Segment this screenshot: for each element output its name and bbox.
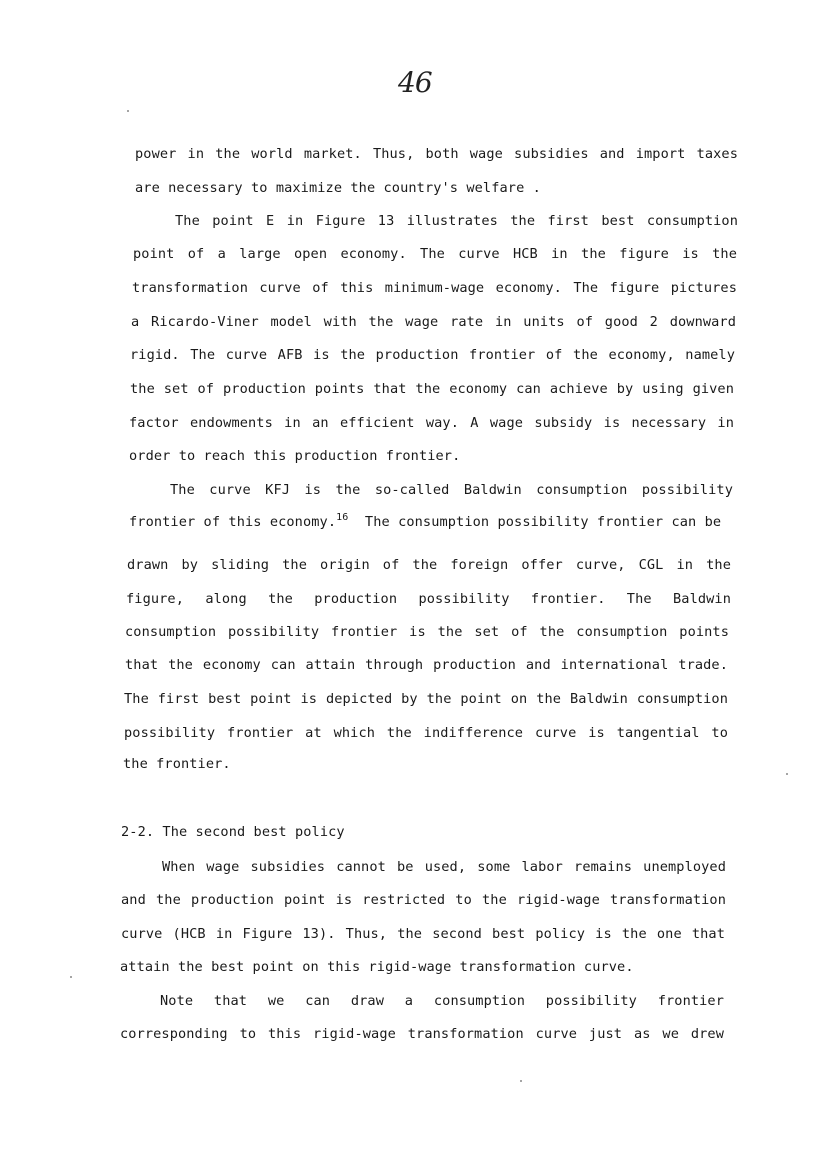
line-text: are necessary to maximize the country's welfare . [135, 180, 541, 196]
scan-speck [786, 773, 788, 775]
line-text: The first best point is depicted by the point on the Baldwin consumption [124, 691, 728, 707]
scan-speck [70, 976, 72, 978]
text-line [162, 859, 726, 875]
text-line [126, 591, 731, 607]
line-text: corresponding to this rigid-wage transformation curve just as we drew [120, 1026, 724, 1042]
line-text: the frontier. [123, 756, 231, 772]
line-text: possibility frontier at which the indifference curve is tangential to [124, 725, 728, 741]
text-line [125, 624, 729, 640]
line-text: power in the world market. Thus, both wage subsidies and import taxes [135, 146, 738, 162]
line-text: point of a large open economy. The curve HCB in the figure is the [133, 246, 737, 262]
text-line [121, 926, 725, 942]
text-line [125, 657, 728, 673]
text-line [121, 824, 345, 840]
line-text: The curve KFJ is the so-called Baldwin consumption possibility [170, 482, 733, 498]
text-line [129, 514, 721, 530]
line-text: the set of production points that the economy can achieve by using given [130, 381, 734, 397]
text-line [135, 180, 541, 196]
line-text: rigid. The curve AFB is the production frontier of the economy, namely [130, 347, 735, 363]
line-text: that the economy can attain through production and international trade. [125, 657, 728, 673]
line-text: The point E in Figure 13 illustrates the first best consumption [175, 213, 738, 229]
text-line [123, 756, 231, 772]
text-line [132, 280, 737, 296]
text-line [120, 959, 634, 975]
line-text-continued: The consumption possibility frontier can be [348, 514, 722, 530]
line-text: frontier of this economy. [129, 514, 337, 530]
line-text: attain the best point on this rigid-wage transformation curve. [120, 959, 634, 975]
scan-speck [520, 1080, 522, 1082]
line-text: Note that we can draw a consumption possibility frontier [160, 993, 724, 1009]
text-line [135, 146, 738, 162]
scan-speck [127, 110, 129, 112]
line-text: 2-2. The second best policy [121, 824, 345, 840]
page-number: 46 [398, 66, 432, 99]
text-line [127, 557, 731, 573]
line-text: order to reach this production frontier. [129, 448, 461, 464]
footnote-marker: 16 [336, 512, 349, 523]
text-line [120, 1026, 724, 1042]
text-line [133, 246, 737, 262]
line-text: factor endowments in an efficient way. A wage subsidy is necessary in [129, 415, 734, 431]
text-line [124, 691, 728, 707]
text-line [175, 213, 738, 229]
text-line [131, 314, 736, 330]
line-text: When wage subsidies cannot be used, some labor remains unemployed [162, 859, 726, 875]
text-line [124, 725, 728, 741]
line-text: drawn by sliding the origin of the foreign offer curve, CGL in the [127, 557, 731, 573]
text-line [130, 347, 735, 363]
line-text: figure, along the production possibility frontier. The Baldwin [126, 591, 731, 607]
text-line [160, 993, 724, 1009]
line-text: transformation curve of this minimum-wage economy. The figure pictures [132, 280, 737, 296]
line-text: a Ricardo-Viner model with the wage rate in units of good 2 downward [131, 314, 736, 330]
line-text: curve (HCB in Figure 13). Thus, the second best policy is the one that [121, 926, 725, 942]
text-line [121, 892, 726, 908]
line-text: and the production point is restricted to the rigid-wage transformation [121, 892, 726, 908]
line-text: consumption possibility frontier is the set of the consumption points [125, 624, 729, 640]
text-line [129, 448, 460, 464]
text-line [129, 415, 734, 431]
text-line [130, 381, 734, 397]
text-line [170, 482, 733, 498]
